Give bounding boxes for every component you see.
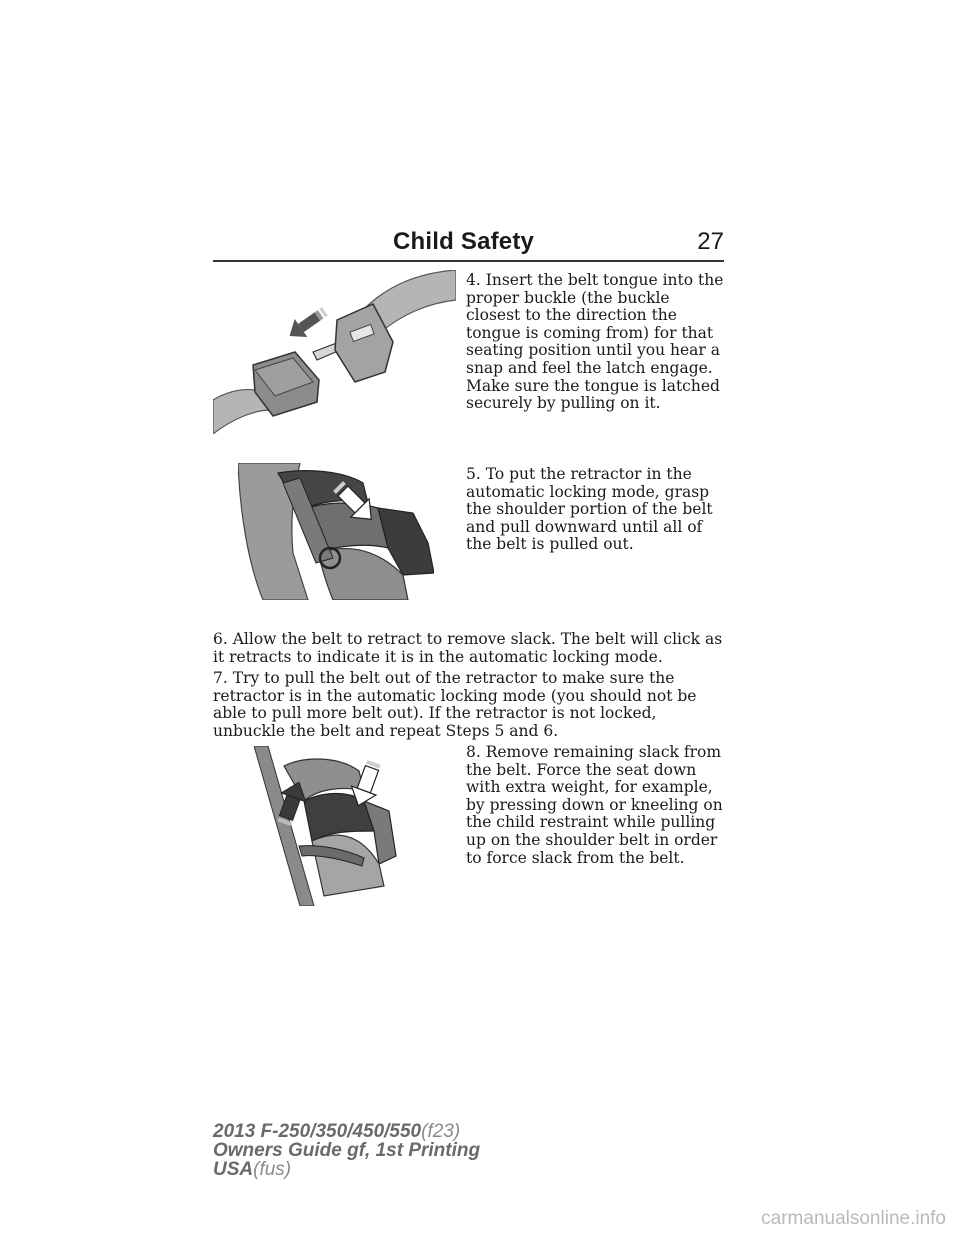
step-7-text: 7. Try to pull the belt out of the retractor to make sure the retractor is in the automatic locking mode (you should not be able to pull more belt out). If the retractor is not locked, unbuckle the belt and repeat Steps 5 and 6.	[213, 669, 697, 740]
footer-region-code: (fus)	[253, 1159, 292, 1180]
footer-line-2: Owners Guide gf, 1st Printing	[213, 1140, 481, 1161]
belt-buckle-illustration	[213, 270, 456, 434]
page-header	[213, 228, 724, 262]
footer-line-3	[213, 1160, 480, 1179]
footer-model-code: (f23)	[421, 1121, 461, 1142]
page-number: 27	[697, 228, 724, 255]
footer-region: USA	[213, 1159, 254, 1180]
watermark: carmanualsonline.info	[761, 1208, 946, 1229]
step-8-text: 8. Remove remaining slack from the belt. Force the seat down with extra weight, for example, by pressing down or kneeling on the child restraint while pulling up on the shoulder belt in order to force slack from the belt.	[466, 743, 723, 867]
footer-model: 2013 F-250/350/450/550	[213, 1121, 422, 1142]
step-4-text: 4. Insert the belt tongue into the proper buckle (the buckle closest to the direction the tongue is coming from) for that seating position until you hear a snap and feel the latch engage. Make sure the tongue is latched securely by pulling on it.	[466, 271, 724, 413]
remove-slack-illustration	[254, 746, 400, 906]
step-6-text: 6. Allow the belt to retract to remove slack. The belt will click as it retracts to indicate it is in the automatic locking mode.	[213, 630, 723, 666]
section-title: Child Safety	[393, 228, 535, 255]
document-footer	[213, 1122, 480, 1179]
step-5-text: 5. To put the retractor in the automatic locking mode, grasp the shoulder portion of the belt and pull downward until all of the belt is pulled out.	[466, 465, 713, 554]
child-seat-retractor-illustration	[238, 463, 434, 600]
footer-line-1	[213, 1122, 480, 1141]
